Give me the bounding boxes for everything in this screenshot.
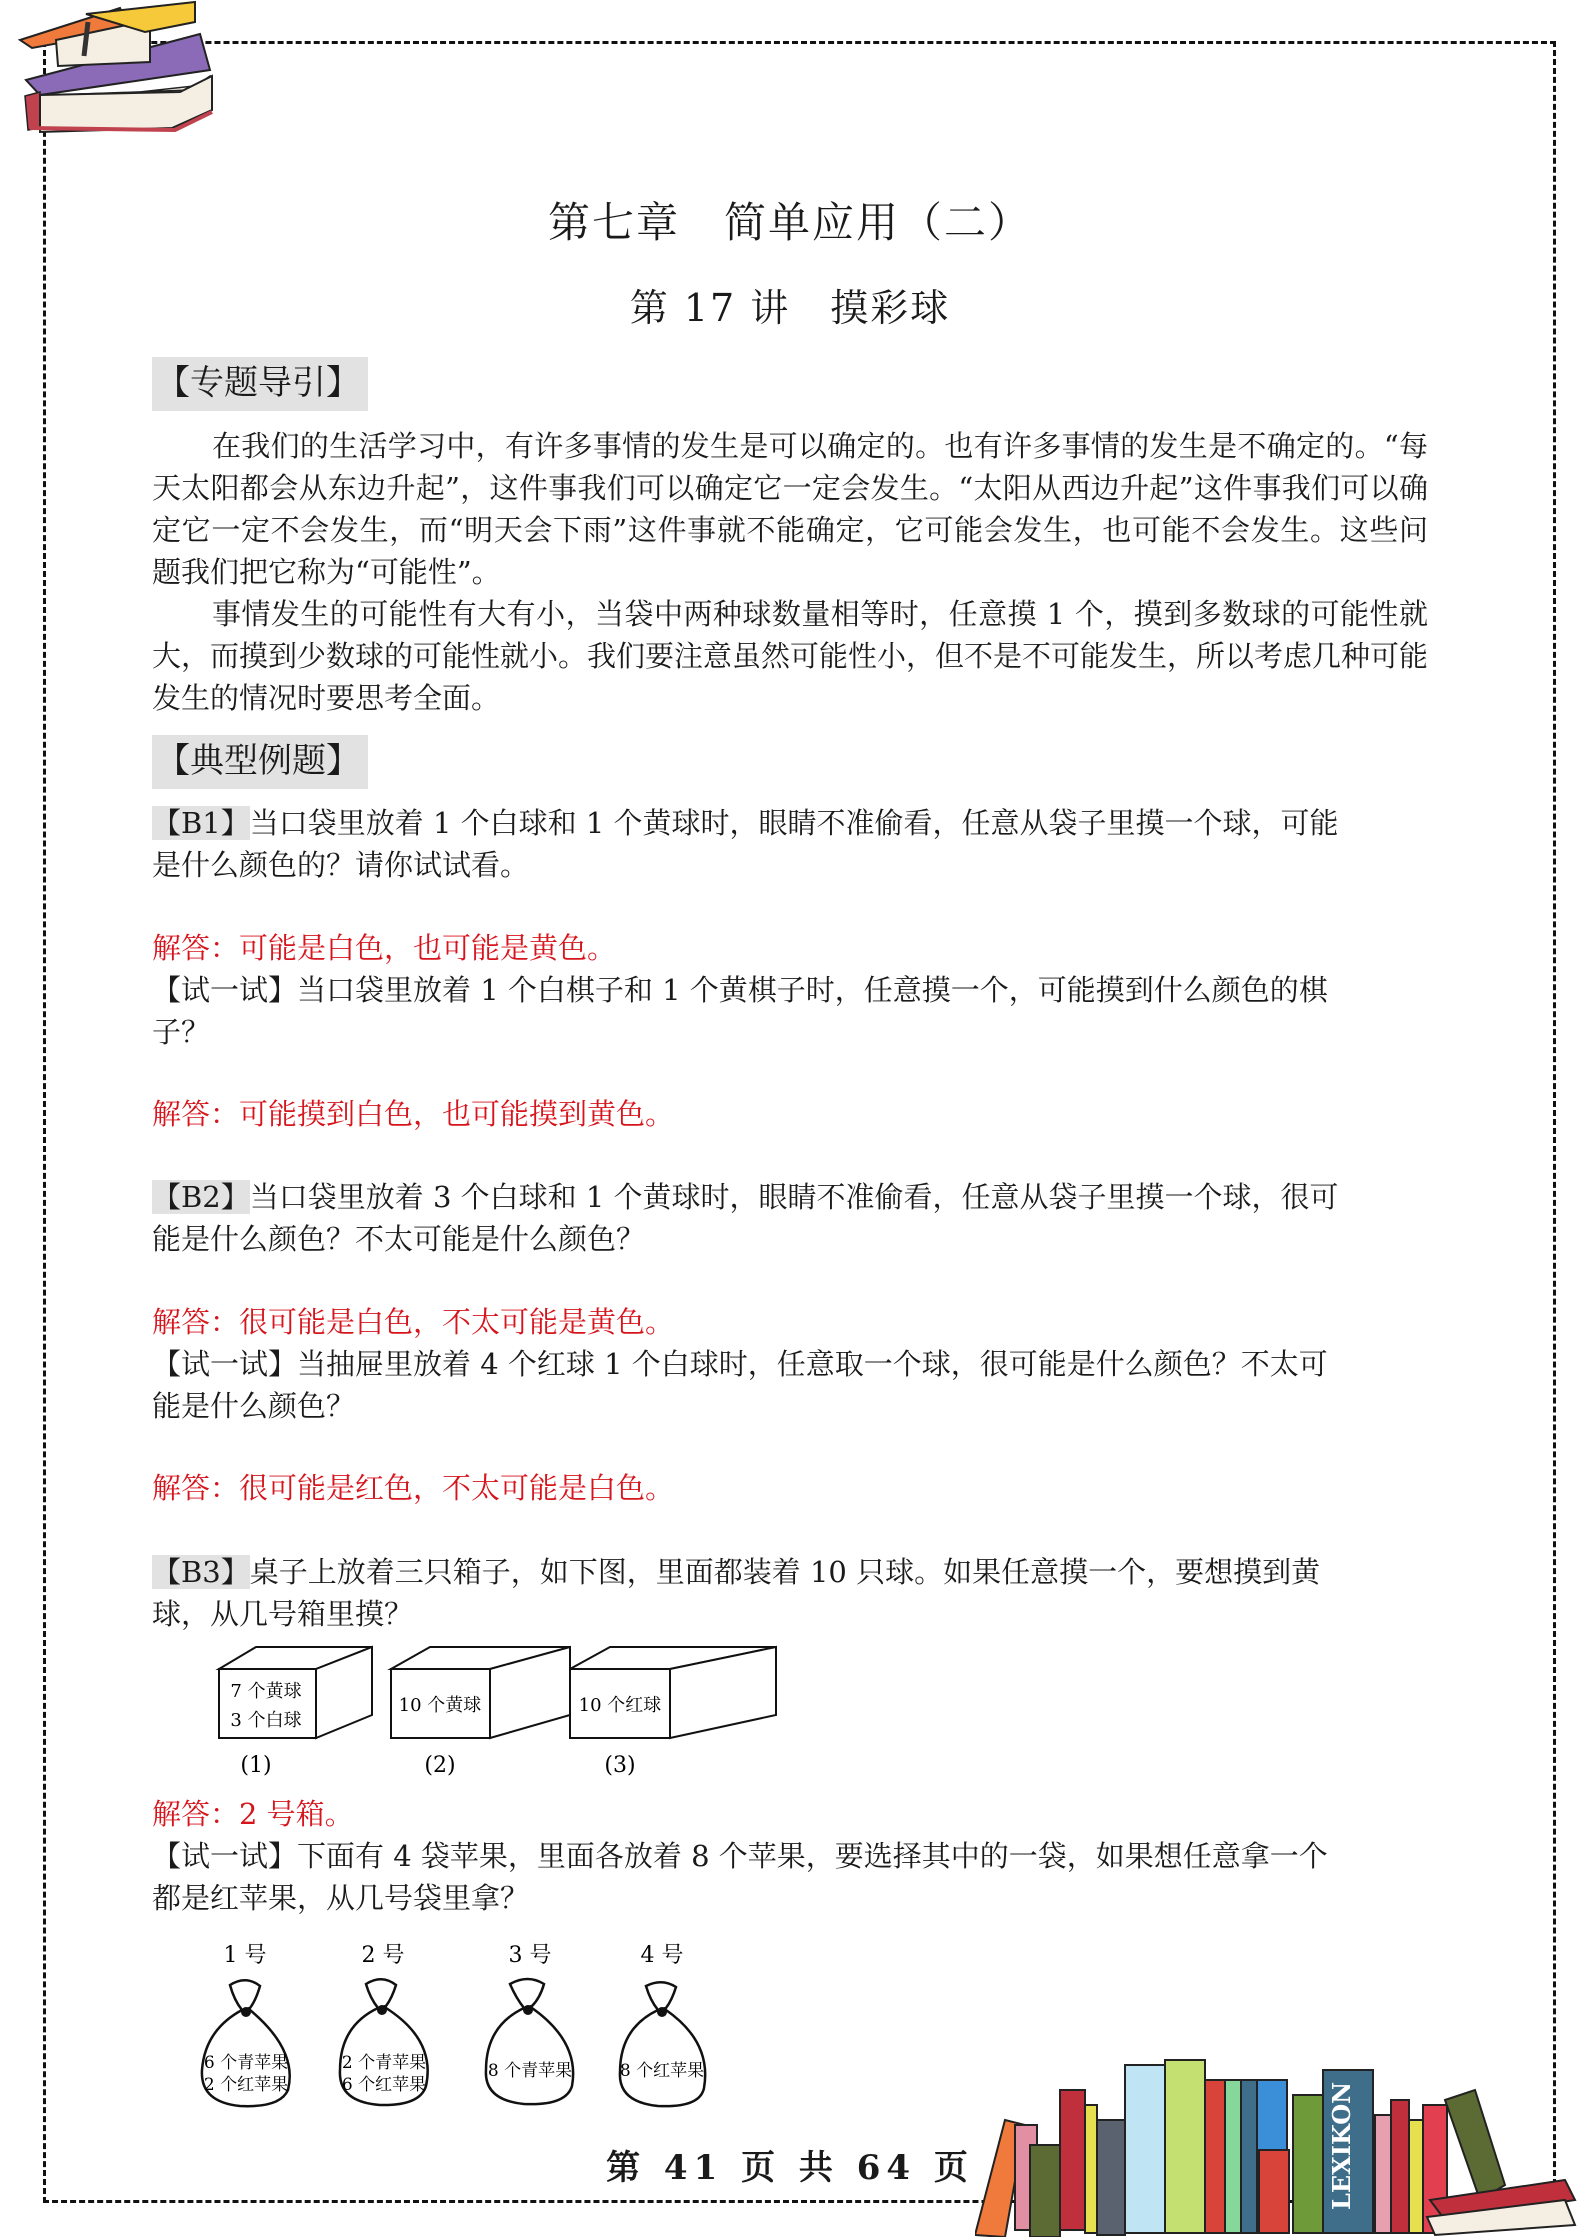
b2-question-cont: 能是什么颜色？不太可能是什么颜色？	[152, 1222, 646, 1256]
book-stack-icon	[0, 0, 240, 140]
b1-question: 【B1】当口袋里放着 1 个白球和 1 个黄球时，眼睛不准偷看，任意从袋子里摸一个球，可能	[152, 806, 1339, 840]
b2-try-answer: 解答：很可能是红色，不太可能是白色。	[152, 1471, 675, 1505]
b3-tag: 【B3】	[152, 1555, 250, 1589]
b2-try-cont: 能是什么颜色？	[152, 1389, 356, 1423]
svg-text:2 号: 2 号	[361, 1943, 405, 1968]
b1-try: 【试一试】当口袋里放着 1 个白棋子和 1 个黄棋子时，任意摸一个，可能摸到什么颜色的棋	[152, 973, 1328, 1007]
b2-tag: 【B2】	[152, 1180, 250, 1214]
box-1	[219, 1647, 372, 1778]
b2-question: 【B2】当口袋里放着 3 个白球和 1 个黄球时，眼睛不准偷看，任意从袋子里摸一个球，很可	[152, 1180, 1339, 1214]
svg-text:2 个红苹果: 2 个红苹果	[203, 2075, 289, 2095]
bag-2	[340, 1943, 428, 2105]
svg-text:10 个黄球: 10 个黄球	[398, 1695, 482, 1716]
svg-text:2 个青苹果: 2 个青苹果	[341, 2053, 427, 2073]
svg-text:(1): (1)	[240, 1753, 272, 1778]
svg-text:LEXIKON: LEXIKON	[1327, 2081, 1356, 2210]
intro-paragraph-2: 事情发生的可能性有大有小，当袋中两种球数量相等时，任意摸 1 个，摸到多数球的可能性就大，而摸到少数球的可能性就小。我们要注意虽然可能性小，但不是不可能发生，所以考虑几种可能发生的情况时要思考全面。	[152, 597, 1429, 715]
boxes-diagram	[200, 1640, 800, 1780]
box-3	[570, 1647, 776, 1778]
intro-paragraph-1: 在我们的生活学习中，有许多事情的发生是可以确定的。也有许多事情的发生是不确定的。“每天太阳都会从东边升起”，这件事我们可以确定它一定会发生。“太阳从西边升起”这件事我们可以确定它一定不会发生，而“明天会下雨”这件事就不能确定，它可能会发生，也可能不会发生。这些问题我们把它称为“可能性”。	[152, 429, 1428, 589]
bag-3	[486, 1943, 573, 2104]
section-label-examples: 【典型例题】	[152, 735, 368, 789]
b1-try-answer: 解答：可能摸到白色，也可能摸到黄色。	[152, 1097, 675, 1131]
svg-text:1 号: 1 号	[223, 1943, 267, 1968]
b3-question-cont: 球，从几号箱里摸？	[152, 1597, 414, 1631]
b3-answer: 解答：2 号箱。	[152, 1797, 354, 1831]
svg-text:(2): (2)	[424, 1753, 456, 1778]
b1-answer: 解答：可能是白色，也可能是黄色。	[152, 931, 617, 965]
svg-text:8 个红苹果: 8 个红苹果	[619, 2061, 705, 2081]
bookshelf-icon	[975, 1985, 1580, 2237]
svg-text:8 个青苹果: 8 个青苹果	[487, 2061, 573, 2081]
b1-try-cont: 子？	[152, 1015, 211, 1049]
svg-text:6 个青苹果: 6 个青苹果	[203, 2053, 289, 2073]
svg-text:7 个黄球: 7 个黄球	[230, 1681, 302, 1702]
b3-try-cont: 都是红苹果，从几号袋里拿？	[152, 1881, 530, 1915]
b2-try: 【试一试】当抽屉里放着 4 个红球 1 个白球时，任意取一个球，很可能是什么颜色？不太可	[152, 1347, 1328, 1381]
svg-text:(3): (3)	[604, 1753, 636, 1778]
b1-question-cont: 是什么颜色的？请你试试看。	[152, 848, 530, 882]
box-2	[391, 1647, 570, 1778]
svg-text:3 个白球: 3 个白球	[230, 1710, 302, 1731]
b1-tag: 【B1】	[152, 806, 250, 840]
svg-text:6 个红苹果: 6 个红苹果	[341, 2075, 427, 2095]
bag-4	[620, 1943, 705, 2106]
b2-answer: 解答：很可能是白色，不太可能是黄色。	[152, 1305, 675, 1339]
section-label-intro: 【专题导引】	[152, 357, 368, 411]
svg-text:10 个红球: 10 个红球	[578, 1695, 662, 1716]
lecture-title: 第 17 讲 摸彩球	[629, 286, 951, 330]
chapter-title: 第七章 简单应用（二）	[547, 198, 1032, 247]
bag-1	[202, 1943, 290, 2106]
b3-question: 【B3】桌子上放着三只箱子，如下图，里面都装着 10 只球。如果任意摸一个，要想摸到黄	[152, 1555, 1321, 1589]
svg-text:4 号: 4 号	[640, 1943, 684, 1968]
apple-bags-diagram	[180, 1930, 760, 2115]
svg-text:3 号: 3 号	[508, 1943, 552, 1968]
b3-try: 【试一试】下面有 4 袋苹果，里面各放着 8 个苹果，要选择其中的一袋，如果想任意拿一个	[152, 1839, 1328, 1873]
page-indicator: 第 41 页 共 64 页	[606, 2148, 974, 2188]
